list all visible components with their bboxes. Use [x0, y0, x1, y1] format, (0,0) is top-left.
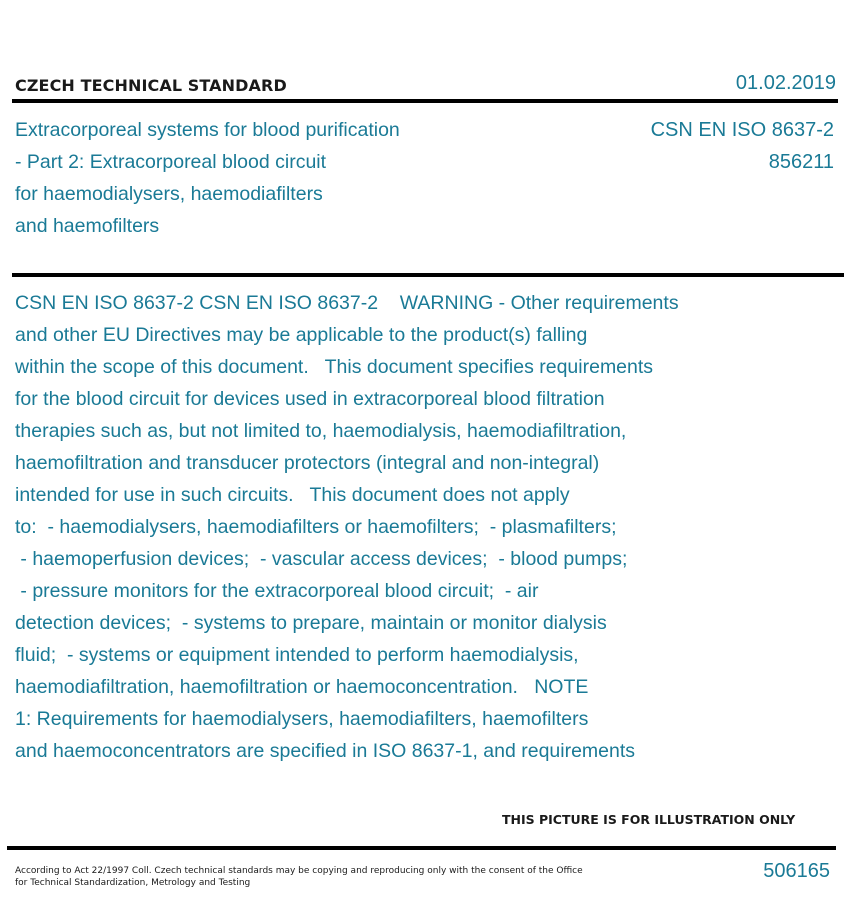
abstract-line: 1: Requirements for haemodialysers, haemodiafilters, haemofilters — [15, 708, 589, 730]
middle-divider — [12, 273, 844, 277]
abstract-line: to: - haemodialysers, haemodiafilters or haemofilters; - plasmafilters; — [15, 516, 617, 538]
abstract-line: CSN EN ISO 8637-2 CSN EN ISO 8637-2 WARNING - Other requirements — [15, 292, 679, 314]
document-title — [15, 114, 535, 242]
abstract-line: - haemoperfusion devices; - vascular access devices; - blood pumps; — [15, 548, 628, 570]
title-line: Extracorporeal systems for blood purification — [15, 119, 400, 141]
abstract-line: intended for use in such circuits. This document does not apply — [15, 484, 570, 506]
abstract-line: detection devices; - systems to prepare, maintain or monitor dialysis — [15, 612, 607, 634]
abstract-line: - pressure monitors for the extracorporeal blood circuit; - air — [15, 580, 539, 602]
standard-code: CSN EN ISO 8637-2 — [650, 119, 834, 141]
abstract-line: haemodiafiltration, haemofiltration or haemoconcentration. NOTE — [15, 676, 589, 698]
abstract-line: and other EU Directives may be applicable to the product(s) falling — [15, 324, 588, 346]
title-line: for haemodialysers, haemodiafilters — [15, 183, 323, 205]
legal-line: for Technical Standardization, Metrology and Testing — [15, 878, 251, 888]
title-line: - Part 2: Extracorporeal blood circuit — [15, 151, 327, 173]
publication-date: 01.02.2019 — [735, 72, 836, 94]
abstract-line: fluid; - systems or equipment intended to perform haemodialysis, — [15, 644, 579, 666]
document-abstract — [15, 287, 835, 767]
document-number: 506165 — [763, 860, 830, 882]
top-divider — [12, 99, 838, 103]
abstract-line: and haemoconcentrators are specified in ISO 8637-1, and requirements — [15, 740, 636, 762]
title-line: and haemofilters — [15, 215, 160, 237]
abstract-line: haemofiltration and transducer protectors (integral and non-integral) — [15, 452, 600, 474]
abstract-line: within the scope of this document. This document specifies requirements — [15, 356, 654, 378]
standard-codes — [651, 114, 834, 178]
legal-notice — [15, 865, 615, 889]
illustration-note: THIS PICTURE IS FOR ILLUSTRATION ONLY — [502, 812, 796, 827]
classification-number: 856211 — [768, 151, 834, 173]
abstract-line: for the blood circuit for devices used in extracorporeal blood filtration — [15, 388, 605, 410]
standard-type-label: CZECH TECHNICAL STANDARD — [15, 76, 287, 95]
legal-line: According to Act 22/1997 Coll. Czech technical standards may be copying and reproducing only with the consent of the Office — [15, 866, 583, 876]
abstract-line: therapies such as, but not limited to, haemodialysis, haemodiafiltration, — [15, 420, 627, 442]
bottom-divider — [7, 846, 836, 850]
